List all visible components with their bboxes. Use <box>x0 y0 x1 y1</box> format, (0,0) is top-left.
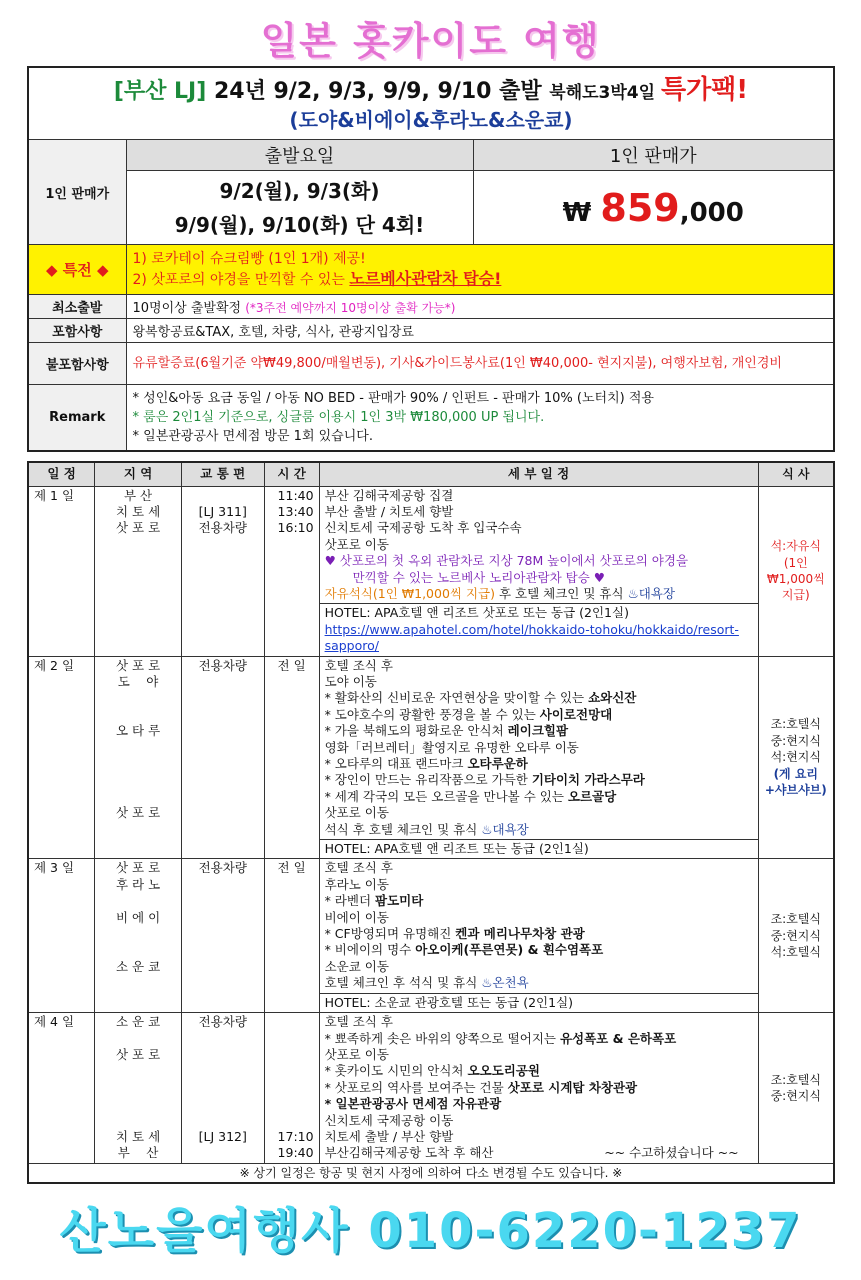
schedule-line: * 오타루의 대표 랜드마크 <box>324 756 468 771</box>
time: 19:40 <box>277 1145 314 1161</box>
min-note: (*3주전 예약까지 10명이상 출확 가능*) <box>245 301 456 315</box>
itinerary-header-row <box>28 462 834 486</box>
meal: 조:호텔식 <box>770 912 821 927</box>
schedule-line: 소운쿄 이동 <box>324 958 389 974</box>
schedule-line: 석식 후 호텔 체크인 및 휴식 <box>324 821 482 837</box>
schedule-line: 치토세 출발 / 부산 향발 <box>324 1128 454 1144</box>
bath-icon-label: ♨대욕장 <box>627 585 675 601</box>
schedule-line: * CF방영되며 유명해진 <box>324 926 456 942</box>
day-2-transport: 전용차량 <box>181 656 264 859</box>
day-1-label: 제 1 일 <box>28 486 95 656</box>
dates-line-1: 9/2(월), 9/3(화) <box>219 178 380 203</box>
day-3-label: 제 3 일 <box>28 859 95 1013</box>
meal-note: (게 요리 <box>773 766 819 781</box>
summary-table <box>27 66 835 452</box>
location: 삿 포 로 <box>115 1046 161 1062</box>
location: 삿 포 로 <box>115 805 161 821</box>
attraction: 레이크힐팜 <box>507 723 569 739</box>
header-transport: 교 통 편 <box>181 462 264 486</box>
header-day: 일 정 <box>28 462 95 486</box>
schedule-line: 부산 출발 / 치토세 향발 <box>324 503 454 519</box>
day-4-meals <box>758 1013 834 1164</box>
schedule-line: 호텔 조식 후 <box>324 860 393 876</box>
schedule-line: 후 호텔 체크인 및 휴식 <box>494 585 628 601</box>
agency-contact: 산노을여행사 010-6220-1237 <box>59 1203 802 1259</box>
time: 17:10 <box>277 1128 314 1144</box>
meal-note: +샤브샤브) <box>764 783 827 798</box>
day-4-transport <box>181 1013 264 1164</box>
location: 후 라 노 <box>115 876 161 892</box>
day-3-schedule <box>319 859 758 993</box>
attraction: 팜도미타 <box>375 893 424 909</box>
day-4-row <box>28 1013 834 1164</box>
schedule-line: * 홋카이도 시민의 안식처 <box>324 1063 468 1079</box>
day-3-row <box>28 859 834 993</box>
location: 부 산 <box>117 1145 159 1161</box>
flight-number: [LJ 311] <box>198 503 247 519</box>
remark-label: Remark <box>28 385 126 451</box>
min-departure <box>126 295 834 319</box>
header-time: 시 간 <box>264 462 319 486</box>
schedule-line: * 도야호수의 광활한 풍경을 볼 수 있는 <box>324 706 540 722</box>
day-3-transport: 전용차량 <box>181 859 264 1013</box>
currency-symbol: ₩ <box>562 197 601 228</box>
attraction: 사이로전망대 <box>539 706 613 722</box>
location: 삿 포 로 <box>115 860 161 876</box>
perk-2-highlight: 노르베사관람차 탑승! <box>349 269 502 288</box>
day-2-schedule <box>319 656 758 839</box>
attraction: 켄과 메리나무차창 관광 <box>455 926 585 942</box>
day-1-hotel <box>319 604 758 656</box>
flight-number: [LJ 312] <box>198 1128 247 1144</box>
attraction: 아오이케(푸른연못) & 흰수염폭포 <box>415 942 604 958</box>
schedule-line: 삿포로 이동 <box>324 1046 389 1062</box>
attraction: 오오도리공원 <box>467 1063 540 1079</box>
location: 도 야 <box>117 673 159 689</box>
schedule-line: * 가을 북해도의 평화로운 안식처 <box>324 723 508 739</box>
location: 소 운 쿄 <box>115 1014 161 1030</box>
header-schedule: 세 부 일 정 <box>319 462 758 486</box>
departure-dates <box>126 171 473 245</box>
farewell-note: ~~ 수고하셨습니다 ~~ <box>604 1145 739 1161</box>
schedule-line: 호텔 조식 후 <box>324 657 393 673</box>
time: 16:10 <box>277 520 314 536</box>
remark-3: * 일본관광공사 면세점 방문 1회 있습니다. <box>132 428 373 444</box>
day-4-schedule <box>319 1013 758 1164</box>
day-2-row <box>28 656 834 839</box>
schedule-line: 호텔 조식 후 <box>324 1014 393 1030</box>
schedule-line: 영화「러브레터」촬영지로 유명한 오타루 이동 <box>324 739 579 755</box>
free-dinner-note: 자유석식(1인 ₩1,000씩 지급) <box>324 585 495 601</box>
meal: 조:호텔식 <box>770 717 821 732</box>
schedule-line: * 장인이 만드는 유리작품으로 가득한 <box>324 772 532 788</box>
price-main: 859 <box>600 185 680 230</box>
meal: 지급) <box>781 588 810 603</box>
attraction: 삿포로 시계탑 차창관광 <box>507 1079 638 1095</box>
perk-2-text: 2) 삿포로의 야경을 만끽할 수 있는 <box>132 272 350 288</box>
schedule-line: * 삿포로의 역사를 보여주는 건물 <box>324 1079 508 1095</box>
schedule-line: 도야 이동 <box>324 673 377 689</box>
location: 비 에 이 <box>115 909 161 925</box>
incl-label: 포함사항 <box>28 319 126 343</box>
bath-icon-label: ♨대욕장 <box>481 821 529 837</box>
vehicle: 전용차량 <box>198 520 247 536</box>
day-4-times <box>264 1013 319 1164</box>
price-value <box>473 171 834 245</box>
price-header: 1인 판매가 <box>473 140 834 171</box>
airline-tag: [부산 LJ] <box>113 79 207 104</box>
schedule-line: * 뾰족하게 솟은 바위의 양쪽으로 떨어지는 <box>324 1030 560 1046</box>
day-2-locations <box>95 656 182 859</box>
itinerary-note: ※ 상기 일정은 항공 및 현지 사정에 의하여 다소 변경될 수도 있습니다. ※ <box>28 1163 834 1183</box>
schedule-line: 부산 김해국제공항 집결 <box>324 487 454 503</box>
perk-label: ◆ 특전 ◆ <box>28 245 126 295</box>
attraction: 유성폭포 & 은하폭포 <box>559 1030 677 1046</box>
schedule-line: 신치토세 국제공항 도착 후 입국수속 <box>324 520 522 536</box>
day-3-locations <box>95 859 182 1013</box>
day-4-label: 제 4 일 <box>28 1013 95 1164</box>
excl-text: 유류할증료(6월기준 약₩49,800/매월변동), 기사&가이드봉사료(1인 ₩40,000- 현지지불), 여행자보험, 개인경비 <box>126 343 834 385</box>
day-2-time: 전 일 <box>264 656 319 859</box>
package-header <box>28 67 834 140</box>
location: 소 운 쿄 <box>115 958 161 974</box>
attraction: 기타이치 가라스무라 <box>531 772 645 788</box>
price-label-cell: 1인 판매가 <box>28 140 126 245</box>
hotel-name: HOTEL: APA호텔 앤 리조트 삿포로 또는 동급 (2인1실) <box>324 605 629 621</box>
location: 삿 포 로 <box>115 657 161 673</box>
departure-dates-headline: 24년 9/2, 9/3, 9/9, 9/10 출발 <box>206 79 550 104</box>
schedule-line: * 비에이의 명수 <box>324 942 416 958</box>
schedule-line: 후라노 이동 <box>324 876 389 892</box>
meal: 석:현지식 <box>770 750 821 765</box>
price-tail: ,000 <box>679 197 744 228</box>
schedule-line: 삿포로 이동 <box>324 805 389 821</box>
day-2-hotel: HOTEL: APA호텔 앤 리조트 또는 동급 (2인1실) <box>319 840 758 859</box>
schedule-line: * 세계 각국의 모든 오르골을 만나볼 수 있는 <box>324 788 568 804</box>
meal: ₩1,000씩 <box>766 572 825 587</box>
schedule-line: 만끽할 수 있는 노르베사 노리아관람차 탑승 ♥ <box>352 569 605 585</box>
page-title: 일본 홋카이도 여행 <box>260 19 601 63</box>
remark-text <box>126 385 834 451</box>
min-text: 10명이상 출발확정 <box>132 301 246 316</box>
meal: 중:현지식 <box>770 928 821 943</box>
attraction: 쇼와신잔 <box>588 690 637 706</box>
day-1-locations <box>95 486 182 656</box>
schedule-line: 호텔 체크인 후 석식 및 휴식 <box>324 975 482 991</box>
header-location: 지 역 <box>95 462 182 486</box>
remark-2: * 룸은 2인1실 기준으로, 싱글룸 이용시 1인 3박 ₩180,000 UP 됩니다. <box>132 409 545 425</box>
day-2-meals <box>758 656 834 859</box>
meal: 석:호텔식 <box>770 944 821 959</box>
schedule-line: * 활화산의 신비로운 자연현상을 맞이할 수 있는 <box>324 690 589 706</box>
meal: 석:자유식 <box>770 539 821 554</box>
hot-spring-icon-label: ♨온천욕 <box>481 975 529 991</box>
meal: 중:현지식 <box>770 1088 821 1103</box>
day-4-locations <box>95 1013 182 1164</box>
location: 부 산 <box>124 487 153 503</box>
remark-1: * 성인&아동 요금 동일 / 아동 NO BED - 판매가 90% / 인펀트 - 판매가 10% (노터치) 적용 <box>132 390 654 406</box>
vehicle: 전용차량 <box>198 1014 247 1030</box>
meal: (1인 <box>783 555 808 570</box>
time: 13:40 <box>277 503 314 519</box>
day-3-hotel: HOTEL: 소운쿄 관광호텔 또는 동급 (2인1실) <box>319 993 758 1012</box>
time: 11:40 <box>277 487 314 503</box>
schedule-line: * 라벤더 <box>324 893 376 909</box>
dates-line-2: 9/9(월), 9/10(화) 단 4회! <box>174 212 425 237</box>
day-3-meals <box>758 859 834 1013</box>
min-label: 최소출발 <box>28 295 126 319</box>
day-3-time: 전 일 <box>264 859 319 1013</box>
attraction: 오타루운하 <box>467 756 528 771</box>
day-1-meals <box>758 486 834 656</box>
schedule-line: * 일본관광공사 면세점 자유관광 <box>324 1096 502 1112</box>
departure-day-header: 출발요일 <box>126 140 473 171</box>
header-meal: 식 사 <box>758 462 834 486</box>
location: 삿 포 로 <box>115 520 161 536</box>
location: 오 타 루 <box>115 723 161 739</box>
meal: 중:현지식 <box>770 733 821 748</box>
day-1-times <box>264 486 319 656</box>
day-2-label: 제 2 일 <box>28 656 95 859</box>
meal: 조:호텔식 <box>770 1072 821 1087</box>
day-1-transport <box>181 486 264 656</box>
package-duration: 북해도3박4일 <box>549 83 661 103</box>
schedule-line: 부산김해국제공항 도착 후 해산 <box>324 1145 494 1161</box>
attraction: 오르골당 <box>567 788 617 804</box>
schedule-line: ♥ 삿포로의 첫 옥외 관람차로 지상 78M 높이에서 삿포로의 야경을 <box>324 553 689 569</box>
location: 치 토 세 <box>115 1128 161 1144</box>
day-1-schedule <box>319 486 758 604</box>
incl-text: 왕복항공료&TAX, 호텔, 차량, 식사, 관광지입장료 <box>126 319 834 343</box>
perk-details <box>126 245 834 295</box>
schedule-line: 삿포로 이동 <box>324 536 389 552</box>
special-deal-label: 특가팩! <box>660 75 749 105</box>
destinations-line: (도야&비에이&후라노&소운쿄) <box>289 108 573 132</box>
day-1-row <box>28 486 834 604</box>
hotel-link[interactable]: https://www.apahotel.com/hotel/hokkaido-tohoku/hokkaido/resort-sapporo/ <box>324 621 739 654</box>
schedule-line: 신치토세 국제공항 이동 <box>324 1112 454 1128</box>
excl-label: 불포함사항 <box>28 343 126 385</box>
schedule-line: 비에이 이동 <box>324 909 389 925</box>
itinerary-note-row <box>28 1163 834 1183</box>
perk-1: 1) 로카테이 슈크림빵 (1인 1개) 제공! <box>132 251 366 267</box>
itinerary-table <box>27 461 835 1184</box>
location: 치 토 세 <box>115 503 161 519</box>
